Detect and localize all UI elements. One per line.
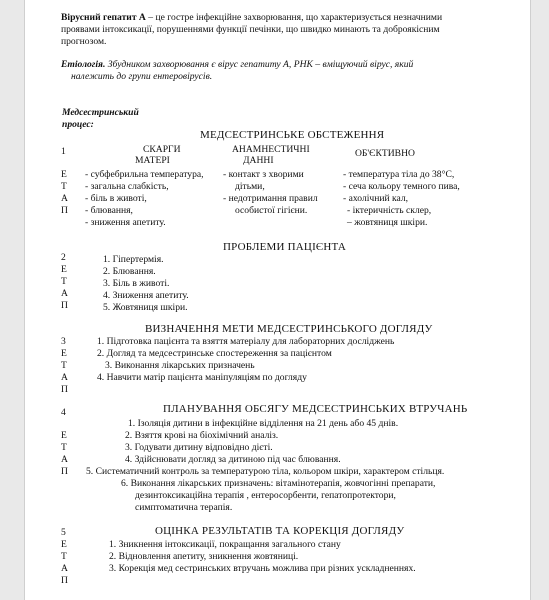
s4-row-letter: П xyxy=(61,466,68,477)
s1-complaint: - зниження апетиту. xyxy=(85,217,166,228)
s3-item: 3. Виконання лікарських призначень xyxy=(105,360,255,371)
s4-item: 5. Систематичний контроль за температурою тіла, кольором шкіри, характером стільця. xyxy=(86,466,445,477)
s1-row-letter: Е xyxy=(61,169,67,180)
s1-complaint: - загальна слабкість, xyxy=(85,181,169,192)
s3-item: 4. Навчити матір пацієнта маніпуляціям по догляду xyxy=(97,372,307,383)
s4-item: 3. Годувати дитину відповідно дієті. xyxy=(125,442,273,453)
s1-anamnesis: дітьми, xyxy=(235,181,265,192)
s2-row-letter: П xyxy=(61,300,68,311)
s1-anamnesis: - недотримання правил xyxy=(223,193,318,204)
s4-item: 2. Взяття крові на біохімічний аналіз. xyxy=(125,430,279,441)
section4-title: ПЛАНУВАННЯ ОБСЯГУ МЕДСЕСТРИНСЬКИХ ВТРУЧАНЬ xyxy=(163,403,468,415)
s3-row-letter: А xyxy=(61,372,68,383)
complaints-header-2: МАТЕРІ xyxy=(135,155,170,166)
section3-title: ВИЗНАЧЕННЯ МЕТИ МЕДСЕСТРИНСЬКОГО ДОГЛЯДУ xyxy=(145,323,433,335)
intro-line-2: проявами інтоксикації, порушеннями функції печінки, що швидко минають та доброякісним xyxy=(61,24,440,35)
s4-row-letter: Е xyxy=(61,430,67,441)
etiology-paragraph xyxy=(61,59,413,70)
s1-row-letter: А xyxy=(61,193,68,204)
section5-title: ОЦІНКА РЕЗУЛЬТАТІВ ТА КОРЕКЦІЯ ДОГЛЯДУ xyxy=(155,525,405,537)
s1-objective: - сеча кольору темного пива, xyxy=(343,181,460,192)
complaints-header: СКАРГИ xyxy=(143,144,181,155)
s1-objective: – жовтяниця шкіри. xyxy=(347,217,428,228)
s2-row-letter: Т xyxy=(61,276,67,287)
s2-row-letter: А xyxy=(61,288,68,299)
s5-item: 2. Відновлення апетиту, зникнення жовтяниці. xyxy=(109,551,299,562)
s1-objective: - іктеричність склер, xyxy=(347,205,432,216)
s4-row-letter: Т xyxy=(61,442,67,453)
section2-number: 2 xyxy=(61,252,66,263)
section4-number: 4 xyxy=(61,407,66,418)
s5-item: 1. Зникнення інтоксикації, покращання загального стану xyxy=(109,539,341,550)
s1-row-letter: П xyxy=(61,205,68,216)
s4-item: дезинтоксикаційна терапія , ентеросорбенти, гепатопротектори, xyxy=(135,490,396,501)
intro-paragraph xyxy=(61,12,442,23)
s1-anamnesis: особистої гігієни. xyxy=(235,205,308,216)
objective-header: ОБ'ЄКТИВНО xyxy=(355,148,415,159)
s1-objective: - ахолічний кал, xyxy=(343,193,409,204)
s3-item: 1. Підготовка пацієнта та взяття матеріалу для лабораторних досліджень xyxy=(97,336,395,347)
intro-text: – це гостре інфекційне захворювання, що характеризується незначними xyxy=(145,12,443,23)
s4-item: 1. Ізоляція дитини в інфекційне відділення на 21 день або 45 днів. xyxy=(128,418,399,429)
s4-item: симптоматична терапія. xyxy=(135,502,233,513)
s3-row-letter: Т xyxy=(61,360,67,371)
anamnesis-header: АНАМНЕСТИЧНІ xyxy=(232,144,310,155)
s1-objective: - температура тіла до 38°С, xyxy=(343,169,455,180)
s5-item: 3. Корекція мед сестринських втручань можлива при різних ускладненнях. xyxy=(109,563,416,574)
s2-row-letter: Е xyxy=(61,264,67,275)
section1-number: 1 xyxy=(61,146,66,157)
s2-item: 4. Зниження апетиту. xyxy=(103,290,189,301)
s1-complaint: - блювання, xyxy=(85,205,133,216)
intro-line-3: прогнозом. xyxy=(61,36,107,47)
etiology-label: Етіологія. xyxy=(61,59,106,70)
s2-item: 3. Біль в животі. xyxy=(103,278,170,289)
section5-number: 5 xyxy=(61,527,66,538)
s1-complaint: - субфебрильна температура, xyxy=(85,169,204,180)
s5-row-letter: Е xyxy=(61,539,67,550)
document-page xyxy=(24,0,531,600)
nursing-process-heading: Медсестринський xyxy=(62,107,139,118)
section2-title: ПРОБЛЕМИ ПАЦІЄНТА xyxy=(223,241,347,253)
s1-row-letter: Т xyxy=(61,181,67,192)
s3-item: 2. Догляд та медсестринське спостереження за пацієнтом xyxy=(97,348,332,359)
s4-item: 6. Виконання лікарських призначень: вітамінотерапія, жовчогінні препарати, xyxy=(121,478,436,489)
anamnesis-header-2: ДАННІ xyxy=(243,155,274,166)
intro-term: Вірусний гепатит А xyxy=(61,12,146,23)
s5-row-letter: Т xyxy=(61,551,67,562)
s4-item: 4. Здійснювати догляд за дитиною під час блювання. xyxy=(125,454,341,465)
s5-row-letter: А xyxy=(61,563,68,574)
section1-title: МЕДСЕСТРИНСЬКЕ ОБСТЕЖЕННЯ xyxy=(200,129,385,141)
s2-item: 2. Блювання. xyxy=(103,266,156,277)
s1-complaint: - біль в животі, xyxy=(85,193,147,204)
s3-row-letter: Е xyxy=(61,348,67,359)
s5-row-letter: П xyxy=(61,575,68,586)
s1-anamnesis: - контакт з хворими xyxy=(223,169,304,180)
etiology-line-2: належить до групи ентеровірусів. xyxy=(71,71,213,82)
etiology-text: Збудником захворювання є вірус гепатиту А, РНК – вміщуючий вірус, який xyxy=(105,59,414,70)
s4-row-letter: А xyxy=(61,454,68,465)
section3-number: 3 xyxy=(61,336,66,347)
s2-item: 1. Гіпертермія. xyxy=(103,254,164,265)
nursing-process-heading-2: процес: xyxy=(62,119,94,130)
s3-row-letter: П xyxy=(61,384,68,395)
s2-item: 5. Жовтяниця шкіри. xyxy=(103,302,188,313)
